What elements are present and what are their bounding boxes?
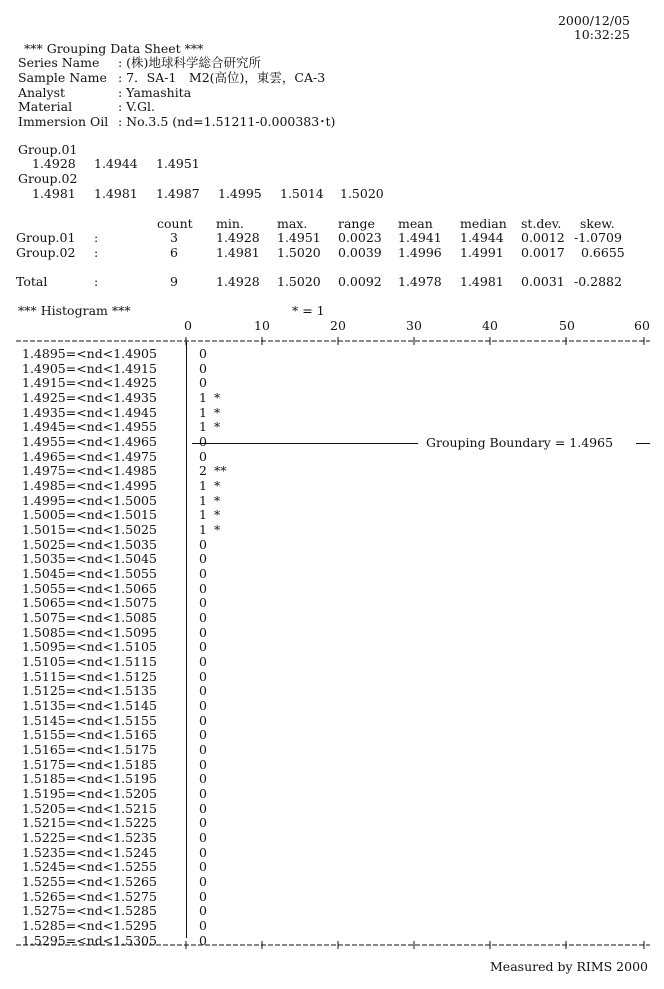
bin-range: 1.5295=<nd<1.5305 [22,932,157,948]
bin-range: 1.5035=<nd<1.5045 [22,551,157,567]
bin-count: 0 [199,698,207,714]
axis-tick-label: 60 [634,318,650,333]
stat-cell: 0.0031 [521,274,565,289]
bin-count: 0 [199,624,207,640]
group-02-label: Group.02 [18,171,78,186]
stat-cell: 9 [170,274,178,289]
stat-cell: 1.4951 [277,230,321,245]
bin-range: 1.5065=<nd<1.5075 [22,595,157,611]
bin-range: 1.4935=<nd<1.4945 [22,404,157,420]
stat-cell: 1.4991 [460,245,504,260]
bin-range: 1.4955=<nd<1.4965 [22,434,157,450]
stat-cell: 1.4928 [216,230,260,245]
bin-count: 0 [199,375,207,391]
stat-cell: 1.4981 [216,245,260,260]
histogram-row [22,611,422,625]
immersion-oil-value: : No.3.5 (nd=1.51211-0.000383･t) [118,114,336,129]
bin-range: 1.4895=<nd<1.4905 [22,346,157,361]
bin-count: 0 [199,360,207,376]
bin-range: 1.5175=<nd<1.5185 [22,756,157,772]
sample-name-value: : 7．SA-1 M2(高位)，東雲，CA-3 [118,70,326,85]
bin-range: 1.4965=<nd<1.4975 [22,448,157,464]
stat-cell: 0.0017 [521,245,565,260]
histogram-row [22,347,422,361]
bin-range: 1.5075=<nd<1.5085 [22,610,157,626]
stat-cell: 0.0092 [338,274,382,289]
bin-count: 0 [199,536,207,552]
group-02-value: 1.5020 [340,186,384,201]
bin-range: 1.5085=<nd<1.5095 [22,624,157,640]
bin-count: 0 [199,610,207,626]
histogram-row [22,640,422,654]
stat-cell: 0.0039 [338,245,382,260]
material-label: Material [18,99,73,114]
bin-count: 0 [199,595,207,611]
grouping-boundary-line [192,443,418,444]
histogram-row [22,523,422,537]
bin-range: 1.5185=<nd<1.5195 [22,771,157,787]
group-02-value: 1.4987 [156,186,200,201]
histogram-row [22,772,422,786]
histogram-row [22,362,422,376]
histogram-row [22,890,422,904]
stat-cell: 1.4944 [460,230,504,245]
bin-count: 1 [199,492,207,508]
bin-range: 1.4925=<nd<1.4935 [22,390,157,405]
histogram-row [22,582,422,596]
bin-range: 1.5215=<nd<1.5225 [22,815,157,831]
bin-count: 0 [199,639,207,655]
analyst-label: Analyst [18,85,66,100]
bin-range: 1.5255=<nd<1.5265 [22,874,157,890]
bin-range: 1.5095=<nd<1.5105 [22,639,157,655]
bin-range: 1.5225=<nd<1.5235 [22,830,157,846]
histogram-top-rule [16,336,650,346]
histogram-scale-note: * = 1 [292,303,325,318]
group-02-value: 1.4981 [32,186,76,201]
bin-count: 0 [199,859,207,875]
bin-bar: * [214,492,221,508]
histogram-row [22,714,422,728]
bin-count: 1 [199,507,207,523]
bin-count: 0 [199,874,207,890]
bin-count: 0 [199,448,207,464]
stat-cell: 1.5020 [277,245,321,260]
stat-cell: 0.6655 [581,245,625,260]
histogram-row [22,494,422,508]
group-02-value: 1.4995 [218,186,262,201]
histogram-row [22,831,422,845]
bin-count: 0 [199,815,207,831]
grouping-boundary-tail [636,443,650,444]
stat-row-sep: : [94,245,99,260]
group-01-label: Group.01 [18,142,78,157]
bin-range: 1.5155=<nd<1.5165 [22,727,157,743]
axis-tick-label: 20 [330,318,346,333]
bin-range: 1.5135=<nd<1.5145 [22,698,157,714]
histogram-row [22,391,422,405]
bin-count: 1 [199,390,207,405]
bin-range: 1.4975=<nd<1.4985 [22,463,157,479]
bin-count: 0 [199,800,207,816]
bin-bar: * [214,522,221,538]
stat-header-mean: mean [398,216,433,231]
histogram-row [22,538,422,552]
bin-count: 0 [199,771,207,787]
axis-tick-label: 10 [254,318,270,333]
histogram-row [22,406,422,420]
histogram-row [22,787,422,801]
bin-count: 0 [199,346,207,361]
bin-range: 1.5045=<nd<1.5055 [22,566,157,582]
stat-cell: 1.4996 [398,245,442,260]
bin-range: 1.5025=<nd<1.5035 [22,536,157,552]
bin-range: 1.5195=<nd<1.5205 [22,786,157,802]
histogram-row [22,816,422,830]
histogram-row [22,860,422,874]
histogram-row [22,567,422,581]
bin-bar: * [214,390,221,405]
group-01-value: 1.4951 [156,156,200,171]
bin-count: 0 [199,580,207,596]
bin-range: 1.4905=<nd<1.4915 [22,360,157,376]
histogram-row [22,508,422,522]
bin-count: 1 [199,404,207,420]
stat-header-median: median [460,216,507,231]
histogram-row [22,802,422,816]
grouping-boundary-label: Grouping Boundary = 1.4965 [426,435,614,450]
axis-tick-label: 50 [559,318,575,333]
stat-cell: 3 [170,230,178,245]
histogram-row [22,626,422,640]
group-01-value: 1.4928 [32,156,76,171]
histogram-row [22,875,422,889]
sample-name-label: Sample Name [18,70,107,85]
series-name-label: Series Name [18,55,100,70]
stat-cell: 1.4981 [460,274,504,289]
axis-tick-label: 40 [482,318,498,333]
bin-count: 0 [199,727,207,743]
bin-range: 1.4945=<nd<1.4955 [22,419,157,435]
bin-range: 1.5115=<nd<1.5125 [22,668,157,684]
bin-count: 0 [199,786,207,802]
measured-by-footer: Measured by RIMS 2000 [490,959,648,974]
stat-cell: 1.4978 [398,274,442,289]
bin-range: 1.5015=<nd<1.5025 [22,522,157,538]
bin-range: 1.5125=<nd<1.5135 [22,683,157,699]
stat-total-label: Total [16,274,48,289]
bin-count: 0 [199,888,207,904]
histogram-row [22,655,422,669]
bin-range: 1.5265=<nd<1.5275 [22,888,157,904]
histogram-row [22,670,422,684]
bin-count: 0 [199,918,207,934]
bin-count: 2 [199,463,207,479]
bin-range: 1.5275=<nd<1.5285 [22,903,157,919]
bin-range: 1.4995=<nd<1.5005 [22,492,157,508]
group-02-value: 1.4981 [94,186,138,201]
histogram-row [22,479,422,493]
immersion-oil-label: Immersion Oil [18,114,109,129]
bin-count: 0 [199,654,207,670]
bin-bar: * [214,507,221,523]
histogram-row [22,758,422,772]
stat-cell: 1.4928 [216,274,260,289]
print-date: 2000/12/05 [557,13,630,28]
histogram-row [22,846,422,860]
axis-tick-label: 30 [406,318,422,333]
stat-header-stdev: st.dev. [521,216,562,231]
stat-cell: -1.0709 [574,230,622,245]
histogram-title: *** Histogram *** [18,303,131,318]
bin-count: 0 [199,668,207,684]
stat-row-sep: : [94,230,99,245]
bin-count: 0 [199,742,207,758]
stat-header-min: min. [216,216,244,231]
bin-count: 0 [199,566,207,582]
bin-range: 1.5055=<nd<1.5065 [22,580,157,596]
analyst-value: : Yamashita [118,85,192,100]
histogram-row [22,699,422,713]
bin-range: 1.5005=<nd<1.5015 [22,507,157,523]
bin-count: 0 [199,830,207,846]
stat-header-range: range [338,216,375,231]
histogram-row [22,376,422,390]
bin-range: 1.5205=<nd<1.5215 [22,800,157,816]
stat-header-max: max. [277,216,308,231]
bin-count: 0 [199,932,207,948]
bin-count: 0 [199,683,207,699]
bin-range: 1.4985=<nd<1.4995 [22,478,157,494]
bin-count: 0 [199,434,207,450]
histogram-row [22,450,422,464]
bin-bar: * [214,478,221,494]
sheet-title: *** Grouping Data Sheet *** [24,41,204,56]
stat-cell: 1.5020 [277,274,321,289]
stat-cell: 0.0012 [521,230,565,245]
histogram-row [22,552,422,566]
histogram-row [22,919,422,933]
histogram-row [22,743,422,757]
stat-cell: 6 [170,245,178,260]
bin-range: 1.5245=<nd<1.5255 [22,859,157,875]
bin-count: 0 [199,712,207,728]
material-value: : V.Gl. [118,99,155,114]
bin-bar: ** [214,463,227,479]
print-time: 10:32:25 [573,27,630,42]
stat-cell: 1.4941 [398,230,442,245]
stat-row-label: Group.01 [16,230,76,245]
stat-header-count: count [157,216,193,231]
series-name-value: : (株)地球科学総合研究所 [118,55,261,70]
bin-count: 1 [199,478,207,494]
histogram-row [22,596,422,610]
bin-range: 1.5105=<nd<1.5115 [22,654,157,670]
stat-header-skew: skew. [580,216,615,231]
bin-count: 0 [199,903,207,919]
bin-range: 1.5165=<nd<1.5175 [22,742,157,758]
histogram-bottom-rule [16,940,650,950]
bin-count: 0 [199,756,207,772]
group-01-value: 1.4944 [94,156,138,171]
stat-cell: 0.0023 [338,230,382,245]
bin-range: 1.4915=<nd<1.4925 [22,375,157,391]
histogram-row [22,684,422,698]
bin-range: 1.5145=<nd<1.5155 [22,712,157,728]
bin-range: 1.5235=<nd<1.5245 [22,844,157,860]
stat-cell: -0.2882 [574,274,622,289]
histogram-row [22,728,422,742]
stat-row-label: Group.02 [16,245,76,260]
histogram-row [22,904,422,918]
bin-bar: * [214,404,221,420]
bin-count: 1 [199,522,207,538]
histogram-row [22,464,422,478]
bin-range: 1.5285=<nd<1.5295 [22,918,157,934]
bin-count: 1 [199,419,207,435]
histogram-row [22,420,422,434]
bin-count: 0 [199,844,207,860]
bin-count: 0 [199,551,207,567]
stat-total-sep: : [94,274,99,289]
bin-bar: * [214,419,221,435]
group-02-value: 1.5014 [280,186,324,201]
axis-tick-label: 0 [184,318,192,333]
